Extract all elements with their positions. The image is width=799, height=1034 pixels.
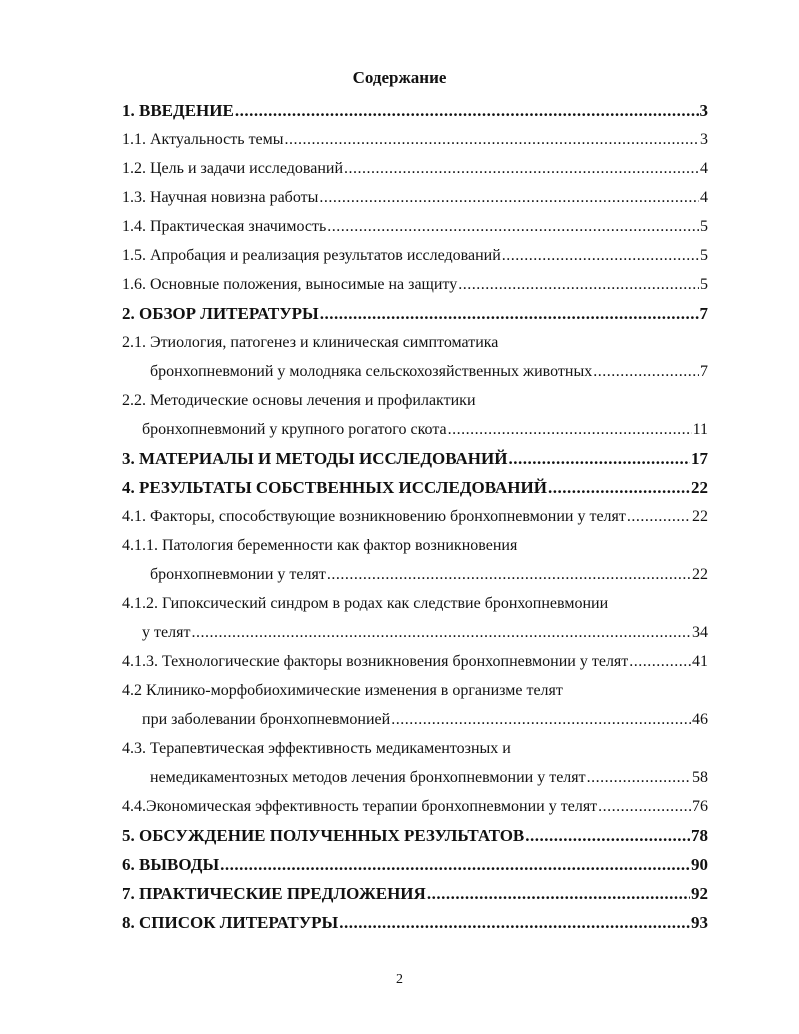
toc-entry[interactable] [122, 502, 708, 531]
toc-entry[interactable] [122, 415, 708, 444]
dot-leader [629, 647, 691, 676]
toc-entry[interactable] [122, 270, 708, 299]
toc-entry-label: 3. МАТЕРИАЛЫ И МЕТОДЫ ИССЛЕДОВАНИЙ [122, 449, 508, 468]
dot-leader [598, 792, 691, 821]
toc-entry-label: 6. ВЫВОДЫ [122, 855, 220, 874]
toc-entry-page: 4 [700, 160, 708, 177]
toc-entry-results[interactable] [122, 473, 708, 502]
toc-entry[interactable] [122, 183, 708, 212]
dot-leader [191, 618, 691, 647]
toc-entry-label: 4.1. Факторы, способствующие возникновению бронхопневмонии у телят [122, 508, 626, 525]
toc-entry-label: 1.2. Цель и задачи исследований [122, 160, 344, 177]
toc-entry-page: 34 [692, 624, 708, 641]
toc-entry[interactable] [122, 763, 708, 792]
toc-entry-label: 4.1.3. Технологические факторы возникновения бронхопневмонии у телят [122, 653, 629, 670]
dot-leader [587, 763, 691, 792]
toc-entry-label: 1.6. Основные положения, выносимые на защиту [122, 276, 458, 293]
dot-leader [220, 850, 690, 879]
toc-entry-label: бронхопневмонии у телят [150, 566, 326, 583]
dot-leader [448, 415, 692, 444]
toc-entry-first-line[interactable]: 4.2 Клинико-морфобиохимические изменения в организме телят [122, 682, 563, 699]
toc-entry-page: 92 [691, 884, 708, 903]
toc-entry-label: 5. ОБСУЖДЕНИЕ ПОЛУЧЕННЫХ РЕЗУЛЬТАТОВ [122, 826, 525, 845]
dot-leader [548, 473, 690, 502]
dot-leader [344, 154, 699, 183]
dot-leader [235, 96, 699, 125]
page-number: 2 [396, 972, 403, 987]
toc-entry-page: 22 [692, 508, 708, 525]
toc-entry-first-line[interactable]: 4.3. Терапевтическая эффективность медикаментозных и [122, 740, 511, 757]
toc-entry-page: 5 [700, 218, 708, 235]
toc-entry-page: 22 [691, 478, 708, 497]
dot-leader [508, 444, 690, 473]
toc-entry-materials-methods[interactable] [122, 444, 708, 473]
toc-entry-first-line[interactable]: 4.1.2. Гипоксический синдром в родах как следствие бронхопневмонии [122, 595, 609, 612]
toc-entry-label: 2. ОБЗОР ЛИТЕРАТУРЫ [122, 304, 319, 323]
toc-entry-page: 3 [700, 131, 708, 148]
toc-entry-label: 1. ВВЕДЕНИЕ [122, 101, 234, 120]
toc-entry-first-line[interactable]: 2.2. Методические основы лечения и профилактики [122, 392, 476, 409]
toc-entry-page: 93 [691, 913, 708, 932]
dot-leader [285, 125, 699, 154]
toc-entry[interactable] [122, 560, 708, 589]
toc-entry[interactable] [122, 792, 708, 821]
toc-entry-label: при заболевании бронхопневмонией [142, 711, 391, 728]
dot-leader [427, 879, 690, 908]
toc-entry-page: 5 [700, 247, 708, 264]
toc-entry-page: 7 [699, 304, 708, 323]
dot-leader [502, 241, 699, 270]
toc-entry-page: 17 [691, 449, 708, 468]
toc-entry-discussion[interactable] [122, 821, 708, 850]
toc-entry-page: 58 [692, 769, 708, 786]
toc-entry-page: 46 [692, 711, 708, 728]
toc-entry[interactable] [122, 154, 708, 183]
dot-leader [320, 299, 699, 328]
toc-entry-literature-review[interactable] [122, 299, 708, 328]
toc-entry-label: бронхопневмоний у крупного рогатого скота [142, 421, 447, 438]
toc-entry-label: 4.4.Экономическая эффективность терапии бронхопневмонии у телят [122, 798, 598, 815]
toc-entry-label: 1.1. Актуальность темы [122, 131, 284, 148]
dot-leader [525, 821, 690, 850]
toc-entry-first-line[interactable]: 2.1. Этиология, патогенез и клиническая симптоматика [122, 334, 499, 351]
toc-entry-practical-proposals[interactable] [122, 879, 708, 908]
toc-entry-page: 22 [692, 566, 708, 583]
toc-entry-introduction[interactable] [122, 96, 708, 125]
page-title: Содержание [352, 68, 447, 87]
toc-entry[interactable] [122, 618, 708, 647]
toc-entry-label: 8. СПИСОК ЛИТЕРАТУРЫ [122, 913, 339, 932]
toc-entry-page: 4 [700, 189, 708, 206]
dot-leader [339, 908, 690, 937]
toc-entry[interactable] [122, 125, 708, 154]
dot-leader [327, 560, 691, 589]
toc-entry-page: 7 [700, 363, 708, 380]
toc-entry-conclusions[interactable] [122, 850, 708, 879]
toc-entry-page: 41 [692, 653, 708, 670]
toc-entry[interactable] [122, 212, 708, 241]
toc-entry[interactable] [122, 241, 708, 270]
dot-leader [327, 212, 699, 241]
toc-entry-page: 76 [692, 798, 708, 815]
toc-entry-label: 1.3. Научная новизна работы [122, 189, 319, 206]
toc-entry-page: 3 [699, 101, 708, 120]
toc-entry-first-line[interactable]: 4.1.1. Патология беременности как фактор возникновения [122, 537, 518, 554]
toc-entry[interactable] [122, 705, 708, 734]
dot-leader [593, 357, 699, 386]
toc-entry-label: 1.4. Практическая значимость [122, 218, 327, 235]
toc-entry-references[interactable] [122, 908, 708, 937]
toc-entry-label: немедикаментозных методов лечения бронхопневмонии у телят [150, 769, 586, 786]
dot-leader [458, 270, 699, 299]
toc-entry[interactable] [122, 647, 708, 676]
toc-entry-label: 4. РЕЗУЛЬТАТЫ СОБСТВЕННЫХ ИССЛЕДОВАНИЙ [122, 478, 547, 497]
toc-entry-page: 90 [691, 855, 708, 874]
toc-entry[interactable] [122, 357, 708, 386]
toc-entry-label: 1.5. Апробация и реализация результатов исследований [122, 247, 501, 264]
toc-entry-page: 11 [692, 421, 708, 438]
toc-entry-page: 5 [700, 276, 708, 293]
toc-entry-label: у телят [142, 624, 191, 641]
dot-leader [319, 183, 699, 212]
table-of-contents [122, 96, 708, 937]
toc-entry-label: 7. ПРАКТИЧЕСКИЕ ПРЕДЛОЖЕНИЯ [122, 884, 426, 903]
dot-leader [391, 705, 691, 734]
dot-leader [627, 502, 691, 531]
toc-entry-label: бронхопневмоний у молодняка сельскохозяйственных животных [150, 363, 593, 380]
toc-entry-page: 78 [691, 826, 708, 845]
